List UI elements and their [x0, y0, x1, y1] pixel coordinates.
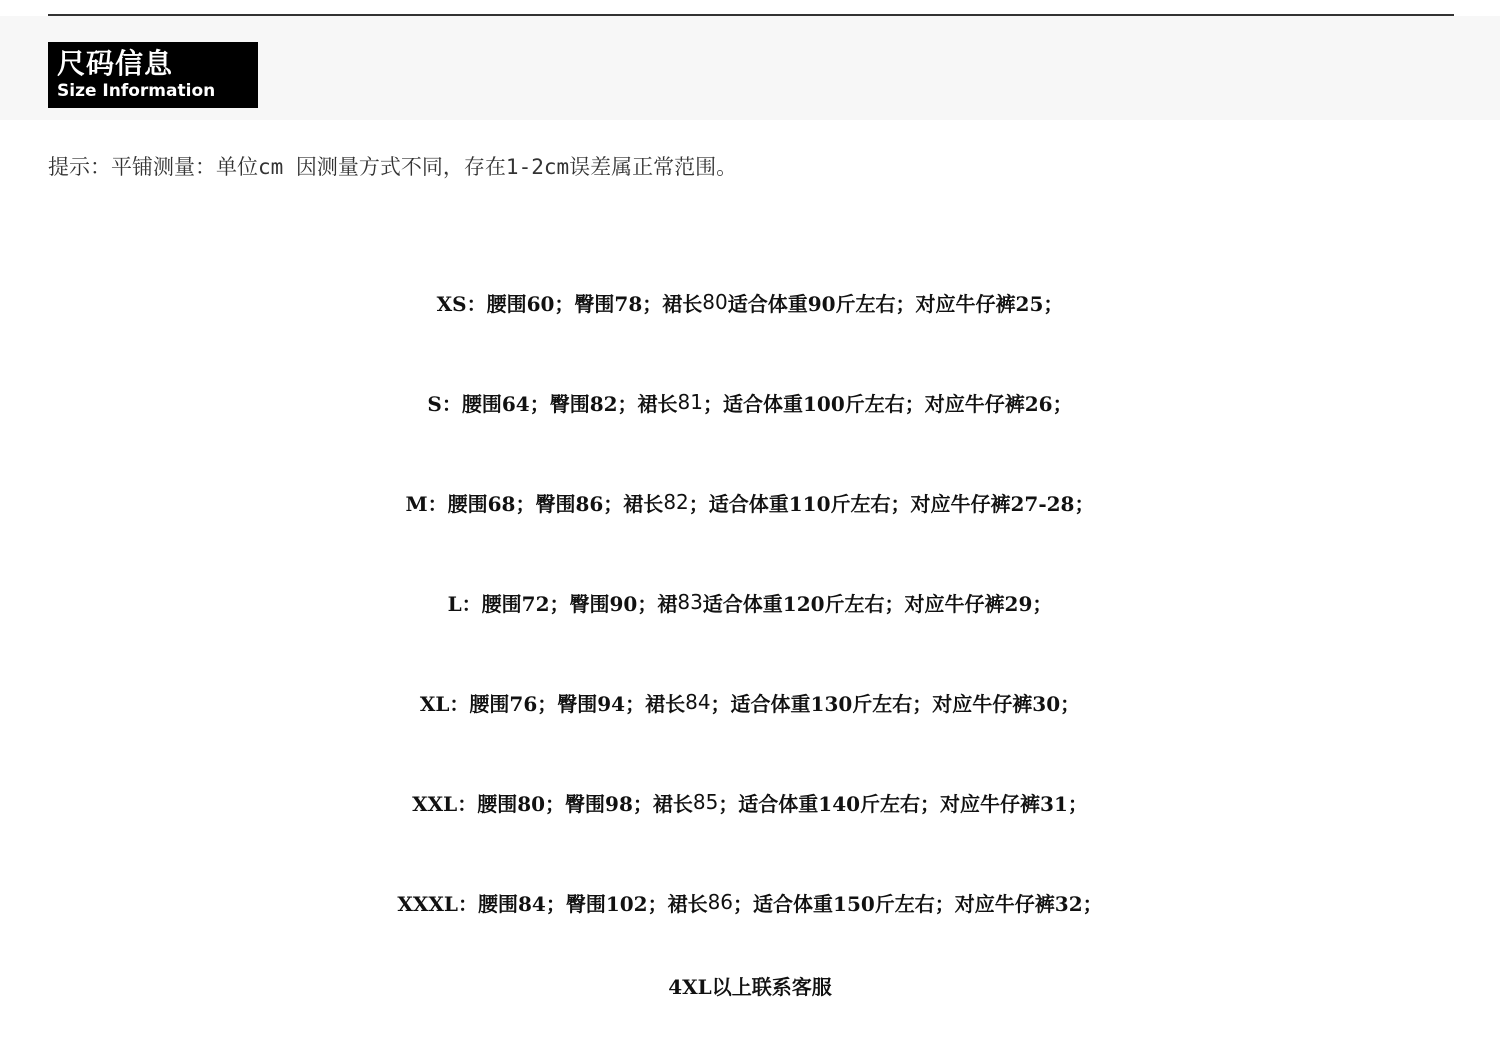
measurement-note: 提示：平铺测量：单位cm 因测量方式不同，存在1-2cm误差属正常范围。	[48, 155, 738, 179]
size-row-text: M：腰围68；臀围86；裙长	[405, 491, 664, 516]
size-row-text: ；适合体重140斤左右；对应牛仔裤31；	[718, 791, 1088, 816]
size-row-text: XXXL：腰围84；臀围102；裙长	[397, 891, 708, 916]
skirt-length-value: 82	[663, 490, 689, 514]
contact-service-note: 4XL以上联系客服	[668, 974, 832, 999]
skirt-length-value: 81	[677, 390, 703, 414]
skirt-length-value: 85	[692, 790, 719, 814]
size-row-xl	[0, 652, 1500, 752]
size-list	[0, 252, 1500, 952]
section-title-cn: 尺码信息	[57, 47, 174, 80]
size-row-text: XL：腰围76；臀围94；裙长	[419, 691, 686, 716]
skirt-length-value: 83	[677, 590, 703, 614]
size-row-text: ；适合体重130斤左右；对应牛仔裤30；	[710, 691, 1081, 716]
size-row-s	[0, 352, 1500, 452]
size-row-text: XXL：腰围80；臀围98；裙长	[412, 791, 693, 816]
section-label	[48, 42, 258, 108]
size-row-xxl	[0, 752, 1500, 852]
skirt-length-value: 86	[707, 890, 734, 914]
skirt-length-value: 84	[685, 690, 711, 714]
size-row-text: S：腰围64；臀围82；裙长	[427, 391, 678, 416]
size-row-l	[0, 552, 1500, 652]
size-row-text: ；适合体重110斤左右；对应牛仔裤27-28；	[688, 491, 1095, 516]
size-row-m	[0, 452, 1500, 552]
size-row-text: 适合体重120斤左右；对应牛仔裤29；	[702, 591, 1053, 616]
section-title-en: Size Information	[57, 81, 216, 101]
skirt-length-value: 80	[702, 290, 728, 314]
size-row-xs	[0, 252, 1500, 352]
size-row-text: XS：腰围60；臀围78；裙长	[436, 291, 703, 316]
size-row-text: ；适合体重100斤左右；对应牛仔裤26；	[702, 391, 1073, 416]
size-row-text: ；适合体重150斤左右；对应牛仔裤32；	[733, 891, 1103, 916]
size-row-text: 适合体重90斤左右；对应牛仔裤25；	[727, 291, 1064, 316]
size-row-text: L：腰围72；臀围90；裙	[447, 591, 678, 616]
